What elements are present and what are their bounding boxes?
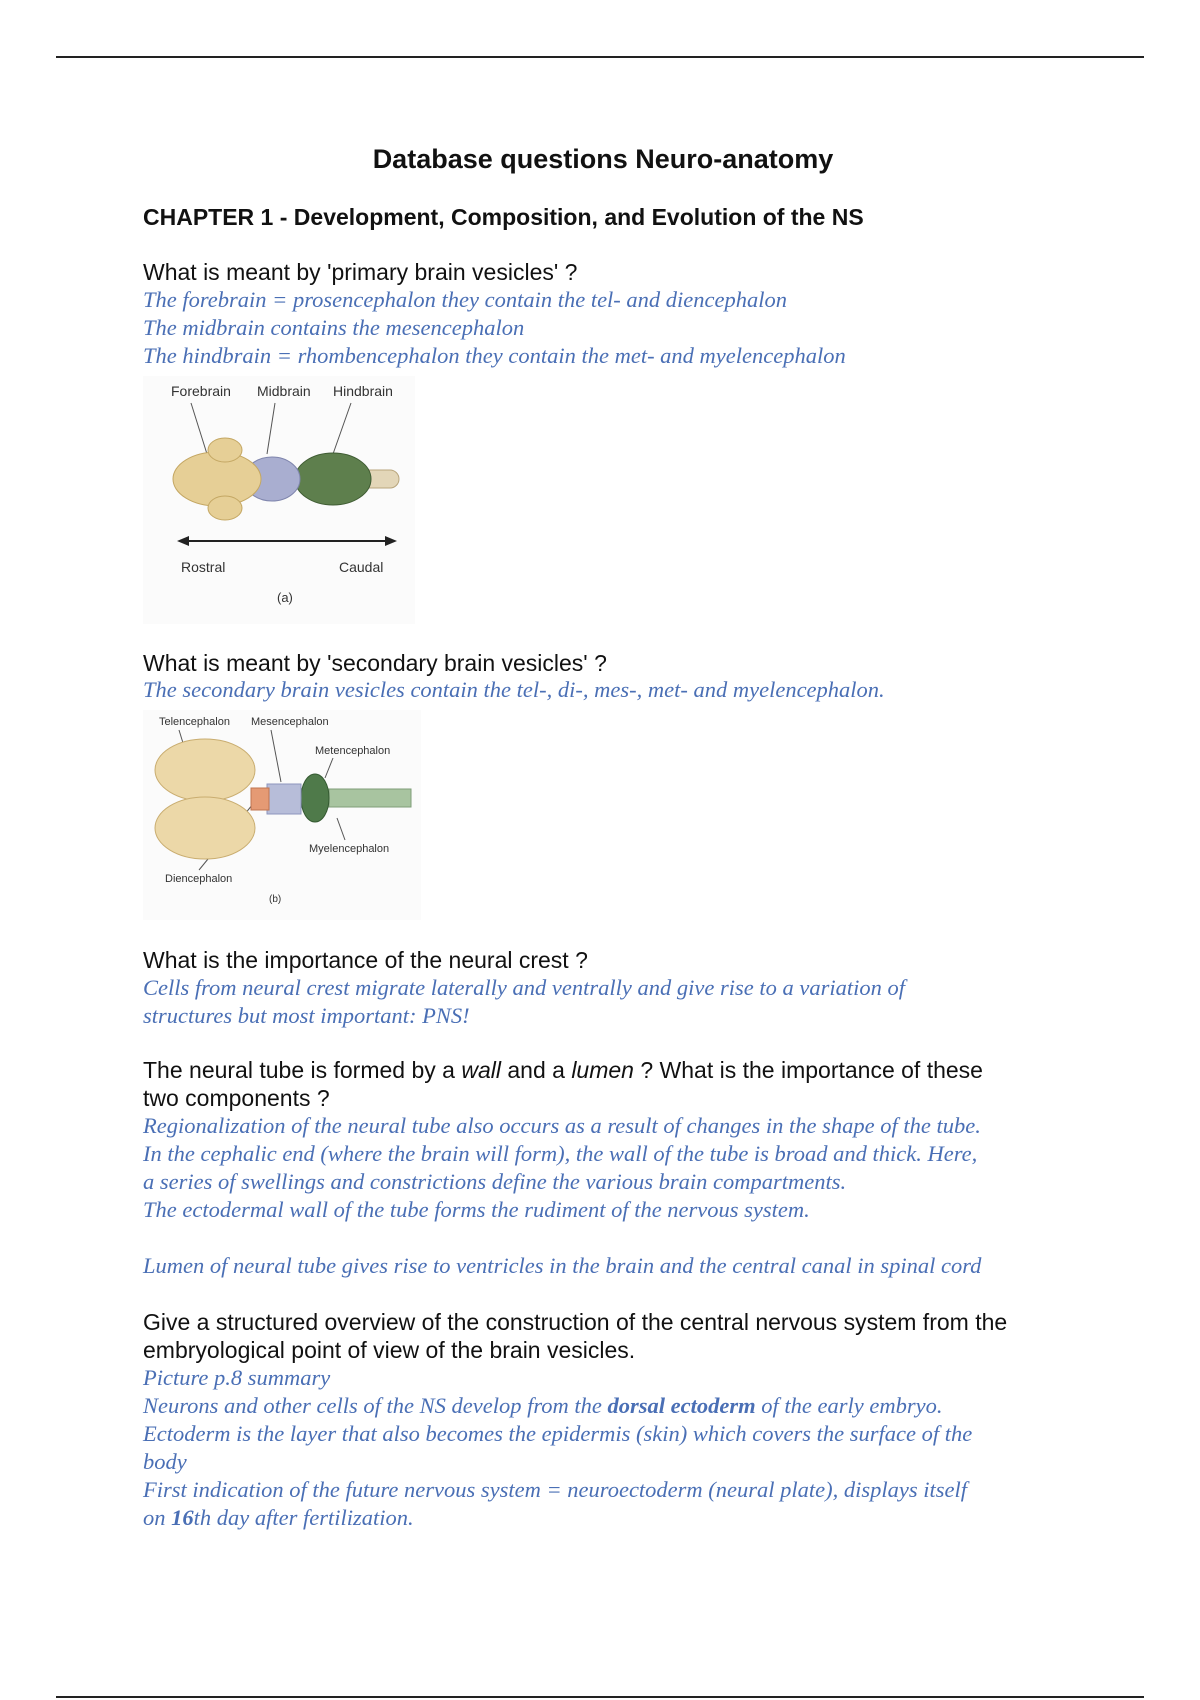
answer-line bbox=[143, 1392, 972, 1420]
question-neural-crest: What is the importance of the neural crest ? bbox=[143, 947, 588, 973]
chapter-heading: CHAPTER 1 - Development, Composition, and Evolution of the NS bbox=[143, 204, 864, 230]
label-forebrain: Forebrain bbox=[171, 383, 231, 399]
answer-text: on bbox=[143, 1505, 172, 1530]
top-rule bbox=[56, 56, 1144, 58]
answer-neural-tube-wall bbox=[143, 1112, 981, 1224]
label-diencephalon: Diencephalon bbox=[165, 873, 233, 885]
answer-line: The hindbrain = rhombencephalon they contain the met- and myelencephalon bbox=[143, 343, 846, 368]
answer-text: of the early embryo. bbox=[755, 1393, 943, 1418]
question-emphasis-wall: wall bbox=[461, 1057, 501, 1083]
answer-line: Picture p.8 summary bbox=[143, 1365, 331, 1390]
answer-text: Neurons and other cells of the NS develop from the bbox=[143, 1393, 608, 1418]
answer-line: Cells from neural crest migrate laterally and ventrally and give rise to a variation of bbox=[143, 975, 905, 1000]
answer-line: First indication of the future nervous system = neuroectoderm (neural plate), displays itself bbox=[143, 1477, 968, 1502]
question-text: embryological point of view of the brain vesicles. bbox=[143, 1337, 636, 1363]
document-title: Database questions Neuro-anatomy bbox=[372, 144, 834, 174]
answer-primary-vesicles bbox=[143, 286, 846, 370]
answer-line: Regionalization of the neural tube also occurs as a result of changes in the shape of the tube. bbox=[143, 1113, 981, 1138]
answer-line: The midbrain contains the mesencephalon bbox=[143, 315, 525, 340]
answer-neural-crest bbox=[143, 974, 905, 1030]
question-neural-tube bbox=[143, 1056, 983, 1112]
question-secondary-vesicles: What is meant by 'secondary brain vesicles' ? bbox=[143, 650, 607, 676]
answer-neural-tube-lumen: Lumen of neural tube gives rise to ventricles in the brain and the central canal in spinal cord bbox=[143, 1253, 982, 1278]
answer-line: body bbox=[143, 1449, 187, 1474]
label-rostral: Rostral bbox=[181, 559, 226, 575]
question-text: two components ? bbox=[143, 1085, 330, 1111]
label-mesencephalon: Mesencephalon bbox=[251, 716, 329, 728]
answer-line bbox=[143, 1504, 972, 1532]
figure-secondary-vesicles bbox=[143, 710, 421, 920]
answer-bold-dorsal-ectoderm: dorsal ectoderm bbox=[607, 1393, 756, 1418]
label-caudal: Caudal bbox=[339, 559, 384, 575]
question-text: The neural tube is formed by a bbox=[143, 1057, 462, 1083]
question-text: and a bbox=[500, 1057, 572, 1083]
answer-text: th day after fertilization. bbox=[193, 1505, 414, 1530]
answer-line: Ectoderm is the layer that also becomes the epidermis (skin) which covers the surface of the bbox=[143, 1421, 973, 1446]
answer-line: In the cephalic end (where the brain will form), the wall of the tube is broad and thick. Here, bbox=[143, 1141, 978, 1166]
answer-line: a series of swellings and constrictions define the various brain compartments. bbox=[143, 1169, 847, 1194]
label-hindbrain: Hindbrain bbox=[333, 383, 393, 399]
label-myelencephalon: Myelencephalon bbox=[309, 843, 390, 855]
answer-secondary-vesicles: The secondary brain vesicles contain the tel-, di-, mes-, met- and myelencephalon. bbox=[143, 677, 885, 702]
question-emphasis-lumen: lumen bbox=[571, 1057, 634, 1083]
figure-panel-label: (b) bbox=[269, 894, 282, 905]
question-text: ? What is the importance of these bbox=[633, 1057, 983, 1083]
answer-line: The forebrain = prosencephalon they contain the tel- and diencephalon bbox=[143, 287, 788, 312]
bottom-rule bbox=[56, 1696, 1144, 1698]
answer-line: The ectodermal wall of the tube forms the rudiment of the nervous system. bbox=[143, 1197, 810, 1222]
label-telencephalon: Telencephalon bbox=[159, 716, 230, 728]
question-text: Give a structured overview of the construction of the central nervous system from the bbox=[143, 1309, 1008, 1335]
figure-primary-vesicles bbox=[143, 376, 415, 624]
figure-panel-label: (a) bbox=[277, 590, 293, 605]
question-cns-construction bbox=[143, 1308, 1007, 1364]
label-midbrain: Midbrain bbox=[257, 383, 311, 399]
label-metencephalon: Metencephalon bbox=[315, 745, 391, 757]
answer-cns-construction bbox=[143, 1364, 972, 1532]
answer-bold-day: 16 bbox=[171, 1505, 194, 1530]
question-primary-vesicles: What is meant by 'primary brain vesicles' ? bbox=[143, 259, 578, 285]
answer-line: structures but most important: PNS! bbox=[143, 1003, 470, 1028]
